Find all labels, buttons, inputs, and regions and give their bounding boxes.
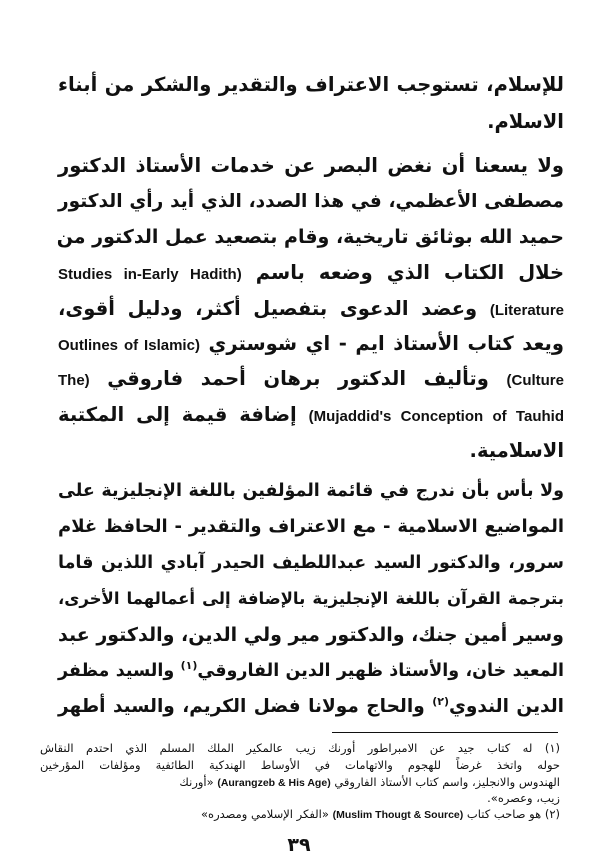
body-line-3 [58,153,564,179]
body-line-9 [58,366,564,394]
footnote-line-1: (١) له كتاب جيد عن الامبراطور أورنك زيب عالمكير الملك المسلم الذي احتدم النقاش [40,741,560,755]
arabic-text: وعضد الدعوى بتفصيل أكثر، ودليل أقوى، [58,297,478,320]
footnote-line-4: زيب، وعصره». [487,791,560,805]
arabic-text: ويعد كتاب الأستاذ ايم - اي شوستري [208,332,565,355]
footnote-line-5 [40,806,560,823]
arabic-text: المعيد خان، والأستاذ ظهير الدين الفاروقي [197,661,565,681]
body-line-6 [58,260,564,288]
english-title: (The [58,372,90,389]
footnote-arabic: (٢) هو صاحب كتاب [466,807,560,821]
paragraph-start-text: ولا يسعنا أن نغض البصر عن خدمات الأستاذ الدكتور [58,154,564,177]
body-line-8 [58,331,564,359]
body-line-11: الاسلامية. [469,439,564,462]
footnote-english: (Muslim Thougt & Source) [332,809,464,821]
footnote-line-3 [40,774,560,791]
body-line-12: ولا بأس بأن ندرج في قائمة المؤلفين باللغة الإنجليزية على [58,481,564,501]
arabic-text: وتأليف الدكتور برهان أحمد فاروقي [107,367,489,390]
english-title: Mujaddid's Conception of Tauhid) [308,408,564,425]
page-number: ٣٩ [287,834,311,856]
body-line-15: بترجمة القرآن باللغة الإنجليزية بالإضافة إلى أعمالهما الأخرى، [58,589,564,608]
body-line-7 [58,296,564,324]
body-line-16: وسير أمين جنك، والدكتور مير ولي الدين، والدكتور عبد [58,624,564,646]
body-line-14: سرور، والدكتور السيد عبداللطيف الحيدر آبادي اللذين قاما [58,553,564,573]
footnote-line-2: حوله واتخذ غرضاً للهجوم والاتهامات في الأوساط الهندكية الطائفية ومؤلفات المؤرخين [40,758,560,772]
body-line-5: حميد الله بوثائق تاريخية، وقام بتصعيد عمل الدكتور من [56,226,564,248]
body-line-10 [58,402,564,430]
english-title: (Studies in-Early Hadith [58,266,242,283]
body-line-4: مصطفى الأعظمي، في هذا الصدد، الذي أيد رأي الدكتور [58,191,564,212]
arabic-text: خلال الكتاب الذي وضعه باسم [255,261,564,284]
body-line-2: الاسلام. [487,110,564,133]
footnote-ref-1: (١) [180,659,198,673]
footnote-english: (Aurangzeb & His Age) [217,777,331,789]
body-line-17 [58,658,564,684]
footnote-arabic: الهندوس والانجليز، واسم كتاب الأستاذ الفاروقي [334,775,560,789]
arabic-text: إضافة قيمة إلى المكتبة [58,403,297,426]
arabic-text: والسيد مظفر [58,661,175,681]
footnote-ref-2: (٢) [432,694,449,708]
body-line-13: المواضيع الاسلامية - مع الاعتراف والتقدير - الحافظ غلام [58,516,564,537]
footnote-arabic: «أورنك [179,775,214,789]
footnote-arabic: «الفكر الإسلامي ومصدره» [201,807,329,821]
footnote-separator [332,732,558,733]
arabic-text: الدين الندوي [448,696,564,717]
english-title: Literature) [489,302,564,319]
english-title: Culture) [506,372,564,389]
english-title: (Outlines of Islamic [58,337,200,354]
arabic-text: والحاج مولانا فضل الكريم، والسيد أطهر [58,696,425,717]
body-line-1: للإسلام، تستوجب الاعتراف والتقدير والشكر من أبناء [58,73,564,96]
body-line-18 [58,694,564,720]
